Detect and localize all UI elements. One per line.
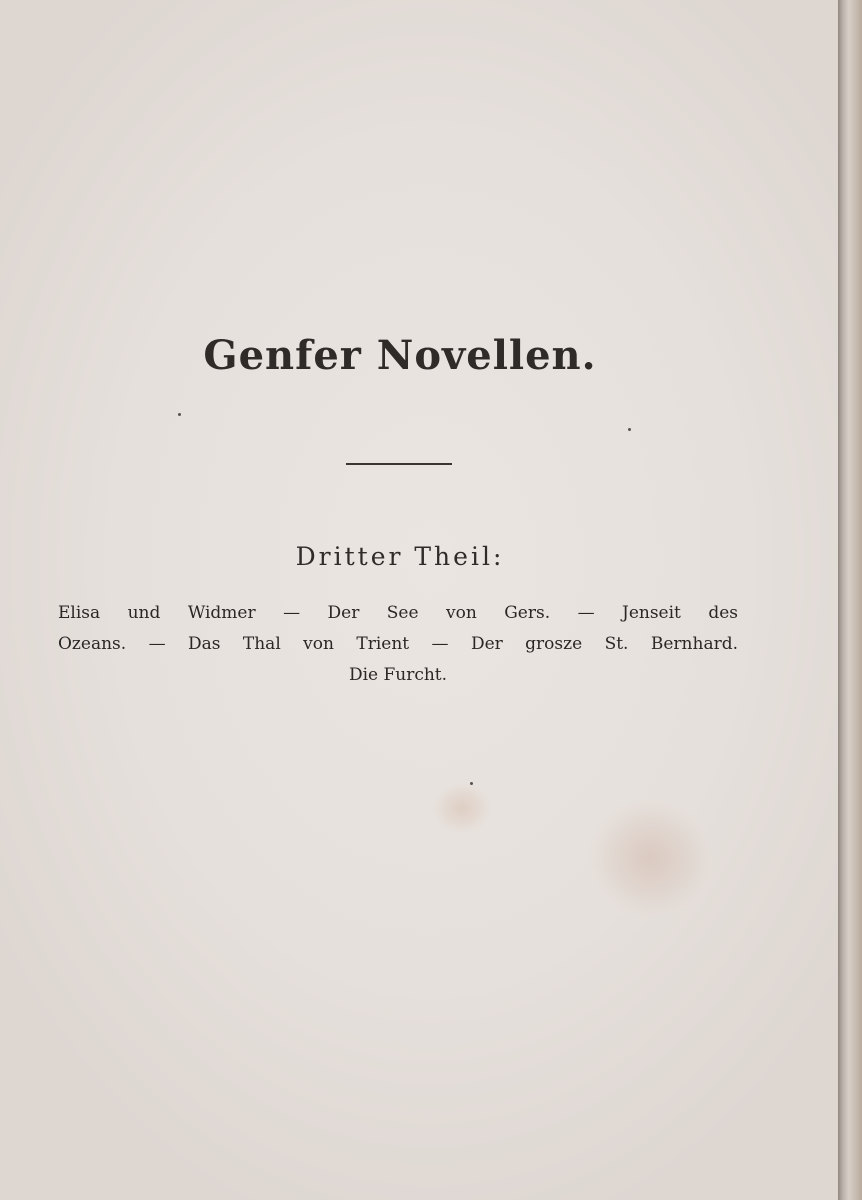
contents-line-3: Die Furcht. bbox=[348, 665, 448, 685]
paper-speck bbox=[470, 782, 473, 785]
contents-word: Bernhard. bbox=[650, 634, 738, 654]
contents-word: — bbox=[148, 634, 166, 654]
contents-word: Trient bbox=[356, 634, 410, 654]
page-edge bbox=[838, 0, 862, 1200]
contents-word: und bbox=[127, 603, 161, 623]
contents-word: von bbox=[445, 603, 477, 623]
contents-word: St. bbox=[604, 634, 629, 654]
contents-word: Widmer bbox=[187, 603, 256, 623]
contents-word: See bbox=[386, 603, 419, 623]
contents-word: — bbox=[577, 603, 595, 623]
contents-word: — bbox=[431, 634, 449, 654]
book-title: Genfer Novellen. bbox=[203, 332, 597, 379]
contents-line-2 bbox=[58, 629, 738, 660]
contents-word: grosze bbox=[525, 634, 583, 654]
contents-word: Der bbox=[470, 634, 503, 654]
contents-word: Elisa bbox=[58, 603, 101, 623]
title-divider bbox=[346, 463, 452, 465]
contents-word: — bbox=[283, 603, 301, 623]
contents-word: Jenseit bbox=[622, 603, 681, 623]
contents-word: Gers. bbox=[504, 603, 551, 623]
contents-word: Thal bbox=[242, 634, 281, 654]
contents-word: des bbox=[708, 603, 738, 623]
paper-speck bbox=[628, 428, 631, 431]
contents-line-1 bbox=[58, 598, 738, 629]
volume-subtitle: Dritter Theil: bbox=[295, 542, 505, 571]
paper-speck bbox=[178, 413, 181, 416]
contents-word: Der bbox=[327, 603, 360, 623]
contents-word: Das bbox=[187, 634, 221, 654]
contents-word: von bbox=[303, 634, 334, 654]
table-of-contents bbox=[58, 598, 738, 691]
contents-word: Ozeans. bbox=[58, 634, 127, 654]
